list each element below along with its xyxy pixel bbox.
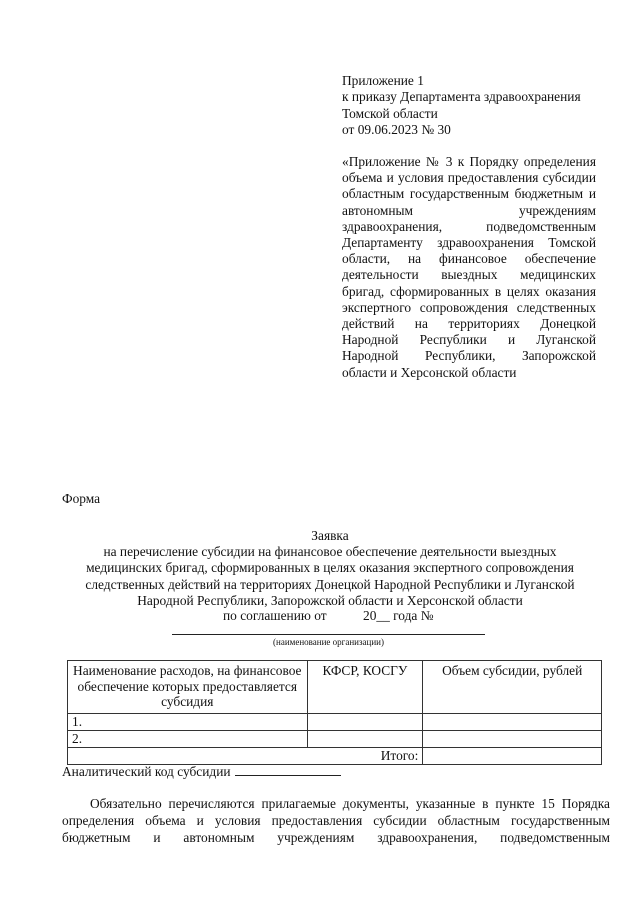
table-row: [68, 731, 602, 748]
annex-line: Приложение 1: [342, 73, 424, 88]
agreement-year: 20__ года №: [363, 608, 434, 623]
annex-line: к приказу Департамента здравоохранения: [342, 89, 581, 105]
agreement-prefix: по соглашению от: [223, 608, 327, 623]
table-cell: [423, 714, 602, 731]
column-header: КФСР, КОСГУ: [307, 661, 423, 714]
request-title: [60, 528, 600, 609]
table-header-row: [68, 661, 602, 714]
table-total-row: [68, 748, 602, 765]
analytic-code-line: [62, 764, 341, 780]
annex-line: Томской области: [342, 105, 438, 121]
total-label: Итого:: [68, 748, 423, 765]
paragraph-line: определения объема и условия предоставления субсидии областным государственным: [62, 813, 610, 828]
column-header: Объем субсидии, рублей: [423, 661, 602, 714]
title-line: Заявка: [311, 528, 349, 543]
title-line: следственных действий на территориях Донецкой Народной Республики и Луганской: [85, 576, 575, 592]
paragraph-line-text: Обязательно перечисляются прилагаемые документы, указанные в пункте 15 Порядка: [90, 796, 610, 811]
table-cell: [307, 714, 423, 731]
total-value: [423, 748, 602, 765]
form-label: Форма: [62, 491, 101, 506]
column-header: Наименование расходов, на финансовое обеспечение которых предоставляется субсидия: [68, 661, 308, 714]
analytic-code-label: Аналитический код субсидии: [62, 764, 231, 779]
table-row: [68, 714, 602, 731]
paragraph-line: [62, 795, 610, 812]
row-number: 1.: [68, 714, 308, 731]
annex-3-reference: «Приложение № 3 к Порядку определения объема и условия предоставления субсидии областным государственным бюджетным и автономным учреждениям здравоохранения, подведомственным Департаменту здравоохранения Томской области, на финансовое обеспечение деятельности выездных медицинских бригад, сформированных в целях оказания экспертного сопровождения следственных действий на территориях Донецкой Народной Республики и Луганской Народной Республики, Запорожской области и Херсонской области: [342, 154, 596, 380]
paragraph-line: бюджетным и автономным учреждениям здравоохранения, подведомственным: [62, 830, 610, 845]
title-line: медицинских бригад, сформированных в целях оказания экспертного сопровождения: [86, 560, 574, 576]
table-cell: [307, 731, 423, 748]
row-number: 2.: [68, 731, 308, 748]
expenses-table: [67, 660, 602, 765]
organization-caption: (наименование организации): [273, 637, 384, 647]
analytic-code-blank: [235, 765, 341, 776]
title-line: на перечисление субсидии на финансовое обеспечение деятельности выездных: [103, 544, 557, 560]
documents-paragraph: [62, 795, 610, 846]
annex-1-header: [342, 73, 596, 139]
title-line: Народной Республики, Запорожской области и Херсонской области: [137, 592, 523, 608]
organization-name-line: [172, 634, 485, 635]
annex-line: от 09.06.2023 № 30: [342, 122, 451, 138]
table-cell: [423, 731, 602, 748]
